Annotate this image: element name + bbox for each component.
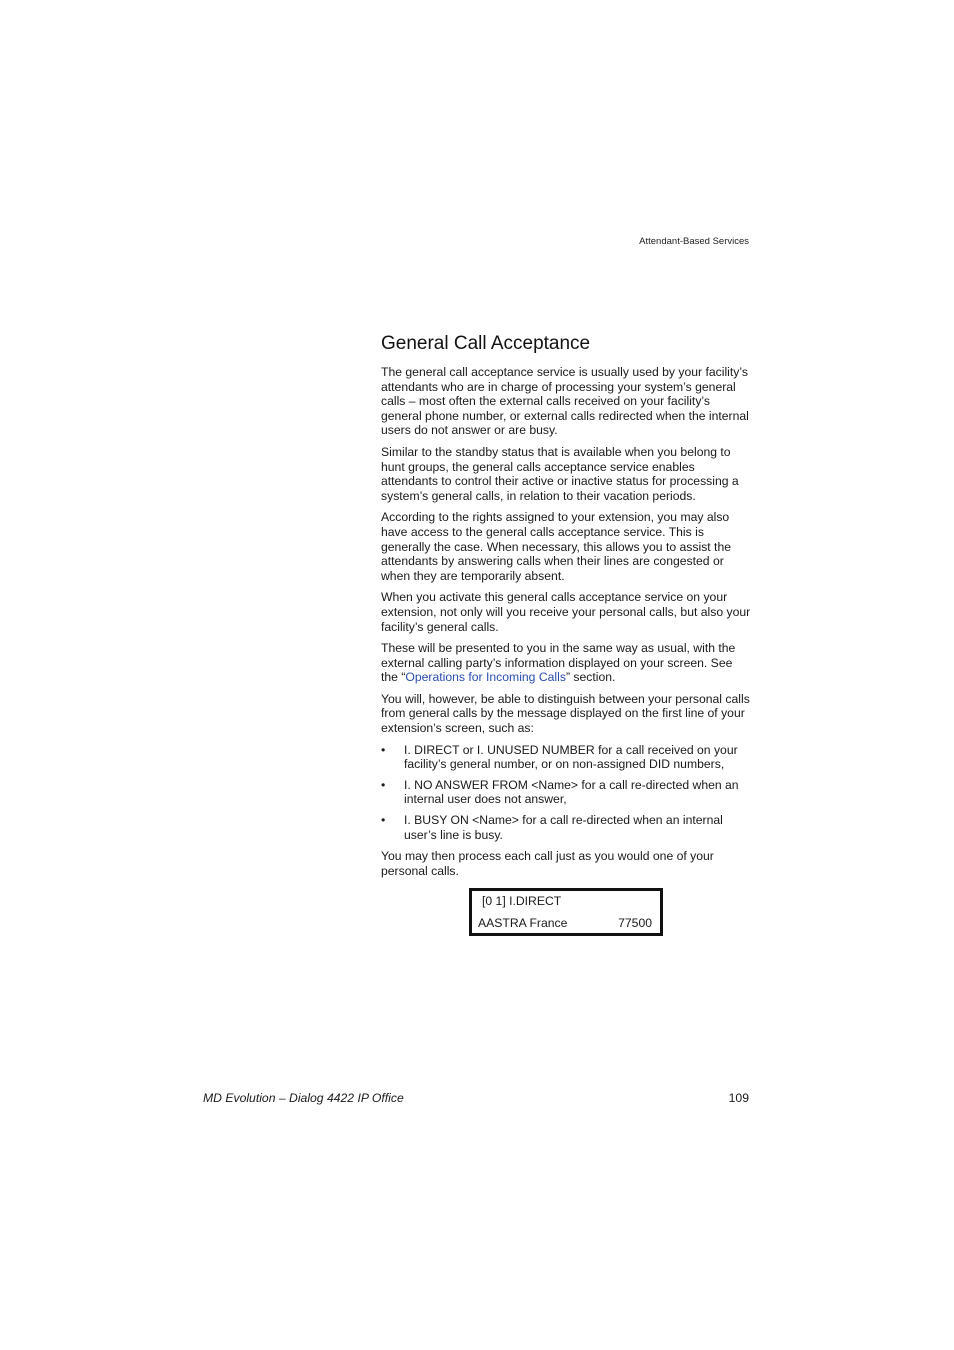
list-item-text: I. DIRECT or I. UNUSED NUMBER for a call received on your facility’s general number, or on non-assigned DID numbers, <box>404 742 738 772</box>
paragraph-2: Similar to the standby status that is available when you belong to hunt groups, the general calls acceptance service enables attendants to control their active or inactive status for processing a system’s general calls, in relation to their vacation periods. <box>381 444 739 503</box>
link-paragraph-before: These will be presented to you in the same way as usual, with the external calling party’s information displayed on your screen. See the “ <box>381 641 736 685</box>
list-item-text: I. NO ANSWER FROM <Name> for a call re-directed when an internal user does not answer, <box>404 777 739 807</box>
message-list <box>381 743 751 843</box>
display-line-1: [0 1] I.DIRECT <box>482 894 562 908</box>
list-item <box>381 743 751 772</box>
display-line-2-left: AASTRA France <box>478 916 568 930</box>
display-line-2-right: 77500 <box>618 916 652 930</box>
paragraph-4: When you activate this general calls acceptance service on your extension, not only will you receive your personal calls, but also your facility’s general calls. <box>381 590 751 634</box>
paragraph-3: According to the rights assigned to your extension, you may also have access to the general calls acceptance service. This is generally the case. When necessary, this allows you to assist the attendants by answering calls when their lines are congested or when they are temporarily absent. <box>381 510 731 583</box>
list-item <box>381 778 751 807</box>
paragraph-1: The general call acceptance service is usually used by your facility’s attendants who are in charge of processing your system’s general calls – most often the external calls received on your facility’s general phone number, or external calls redirected when the internal users do not answer or are busy. <box>381 365 749 438</box>
bullet-dot: • <box>381 777 386 792</box>
list-item-text: I. BUSY ON <Name> for a call re-directed when an internal user’s line is busy. <box>404 813 723 842</box>
bullet-dot: • <box>381 742 386 757</box>
paragraph-with-link <box>381 641 751 685</box>
link-paragraph-after: ” section. <box>565 670 616 685</box>
phone-display-example <box>469 888 663 936</box>
list-item <box>381 813 751 842</box>
main-content <box>381 333 751 885</box>
section-title: General Call Acceptance <box>381 333 591 354</box>
closing-paragraph: You may then process each call just as you would one of your personal calls. <box>381 849 714 878</box>
bullet-dot: • <box>381 813 386 828</box>
running-head: Attendant-Based Services <box>639 236 749 247</box>
footer-page-number: 109 <box>728 1091 749 1105</box>
footer-doc-title: MD Evolution – Dialog 4422 IP Office <box>203 1091 404 1105</box>
paragraph-before-list: You will, however, be able to distinguish between your personal calls from general calls by the message displayed on the first line of your extension’s screen, such as: <box>381 691 750 736</box>
operations-incoming-calls-link[interactable]: Operations for Incoming Calls <box>405 670 566 685</box>
